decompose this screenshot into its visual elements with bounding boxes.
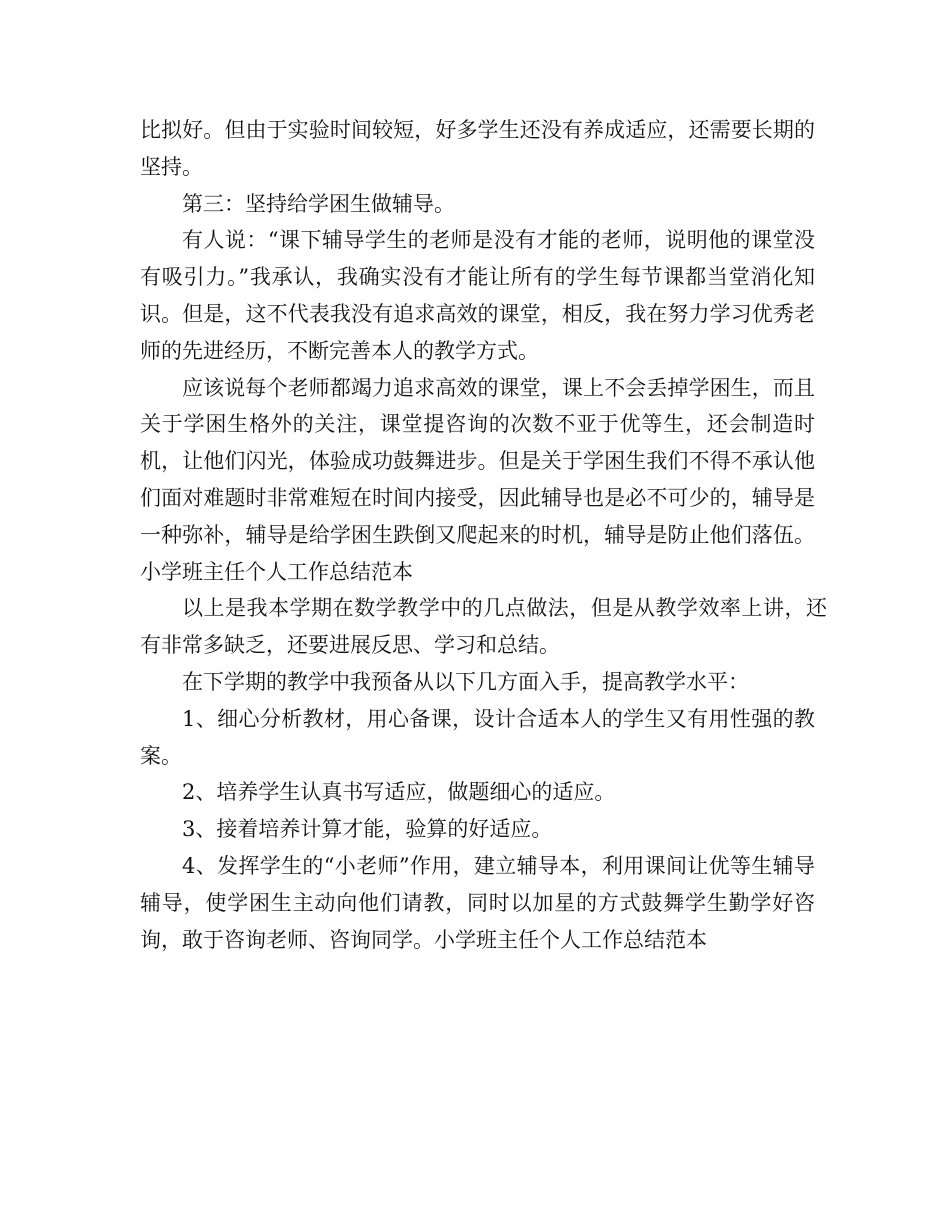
- list-item-4: 4、发挥学生的“小老师”作用，建立辅导本，利用课间让优等生辅导辅导，使学困生主动向他们请教，同时以加星的方式鼓舞学生勤学好咨询，敢于咨询老师、咨询同学。小学班主任个人工作总结范本: [140, 853, 815, 952]
- document-body: [140, 112, 827, 958]
- paragraph-efficient-classroom: 应该说每个老师都竭力追求高效的课堂，课上不会丢掉学困生，而且关于学困生格外的关注，课堂提咨询的次数不亚于优等生，还会制造时机，让他们闪光，体验成功鼓舞进步。但是关于学困生我们不得不承认他们面对难题时非常难短在时间内接受，因此辅导也是必不可少的，辅导是一种弥补，辅导是给学困生跌倒又爬起来的时机，辅导是防止他们落伍。小学班主任个人工作总结范本: [140, 375, 815, 584]
- paragraph-continuation: 比拟好。但由于实验时间较短，好多学生还没有养成适应，还需要长期的坚持。: [140, 118, 815, 179]
- list-item-2: 2、培养学生认真书写适应，做题细心的适应。: [182, 780, 616, 805]
- list-item-3: 3、接着培养计算才能，验算的好适应。: [182, 817, 553, 842]
- paragraph-summary: 以上是我本学期在数学教学中的几点做法，但是从教学效率上讲，还有非常多缺乏，还要进展反思、学习和总结。: [140, 596, 827, 658]
- paragraph-quote: 有人说：“课下辅导学生的老师是没有才能的老师，说明他的课堂没有吸引力。”我承认，我确实没有才能让所有的学生每节课都当堂消化知识。但是，这不代表我没有追求高效的课堂，相反，我在努力学习优秀老师的先进经历，不断完善本人的教学方式。: [140, 228, 815, 363]
- list-item-1: 1、细心分析教材，用心备课，设计合适本人的学生又有用性强的教案。: [140, 706, 815, 768]
- paragraph-section-heading: 第三：坚持给学困生做辅导。: [182, 191, 455, 216]
- paragraph-next-semester: 在下学期的教学中我预备从以下几方面入手，提高教学水平：: [182, 669, 749, 694]
